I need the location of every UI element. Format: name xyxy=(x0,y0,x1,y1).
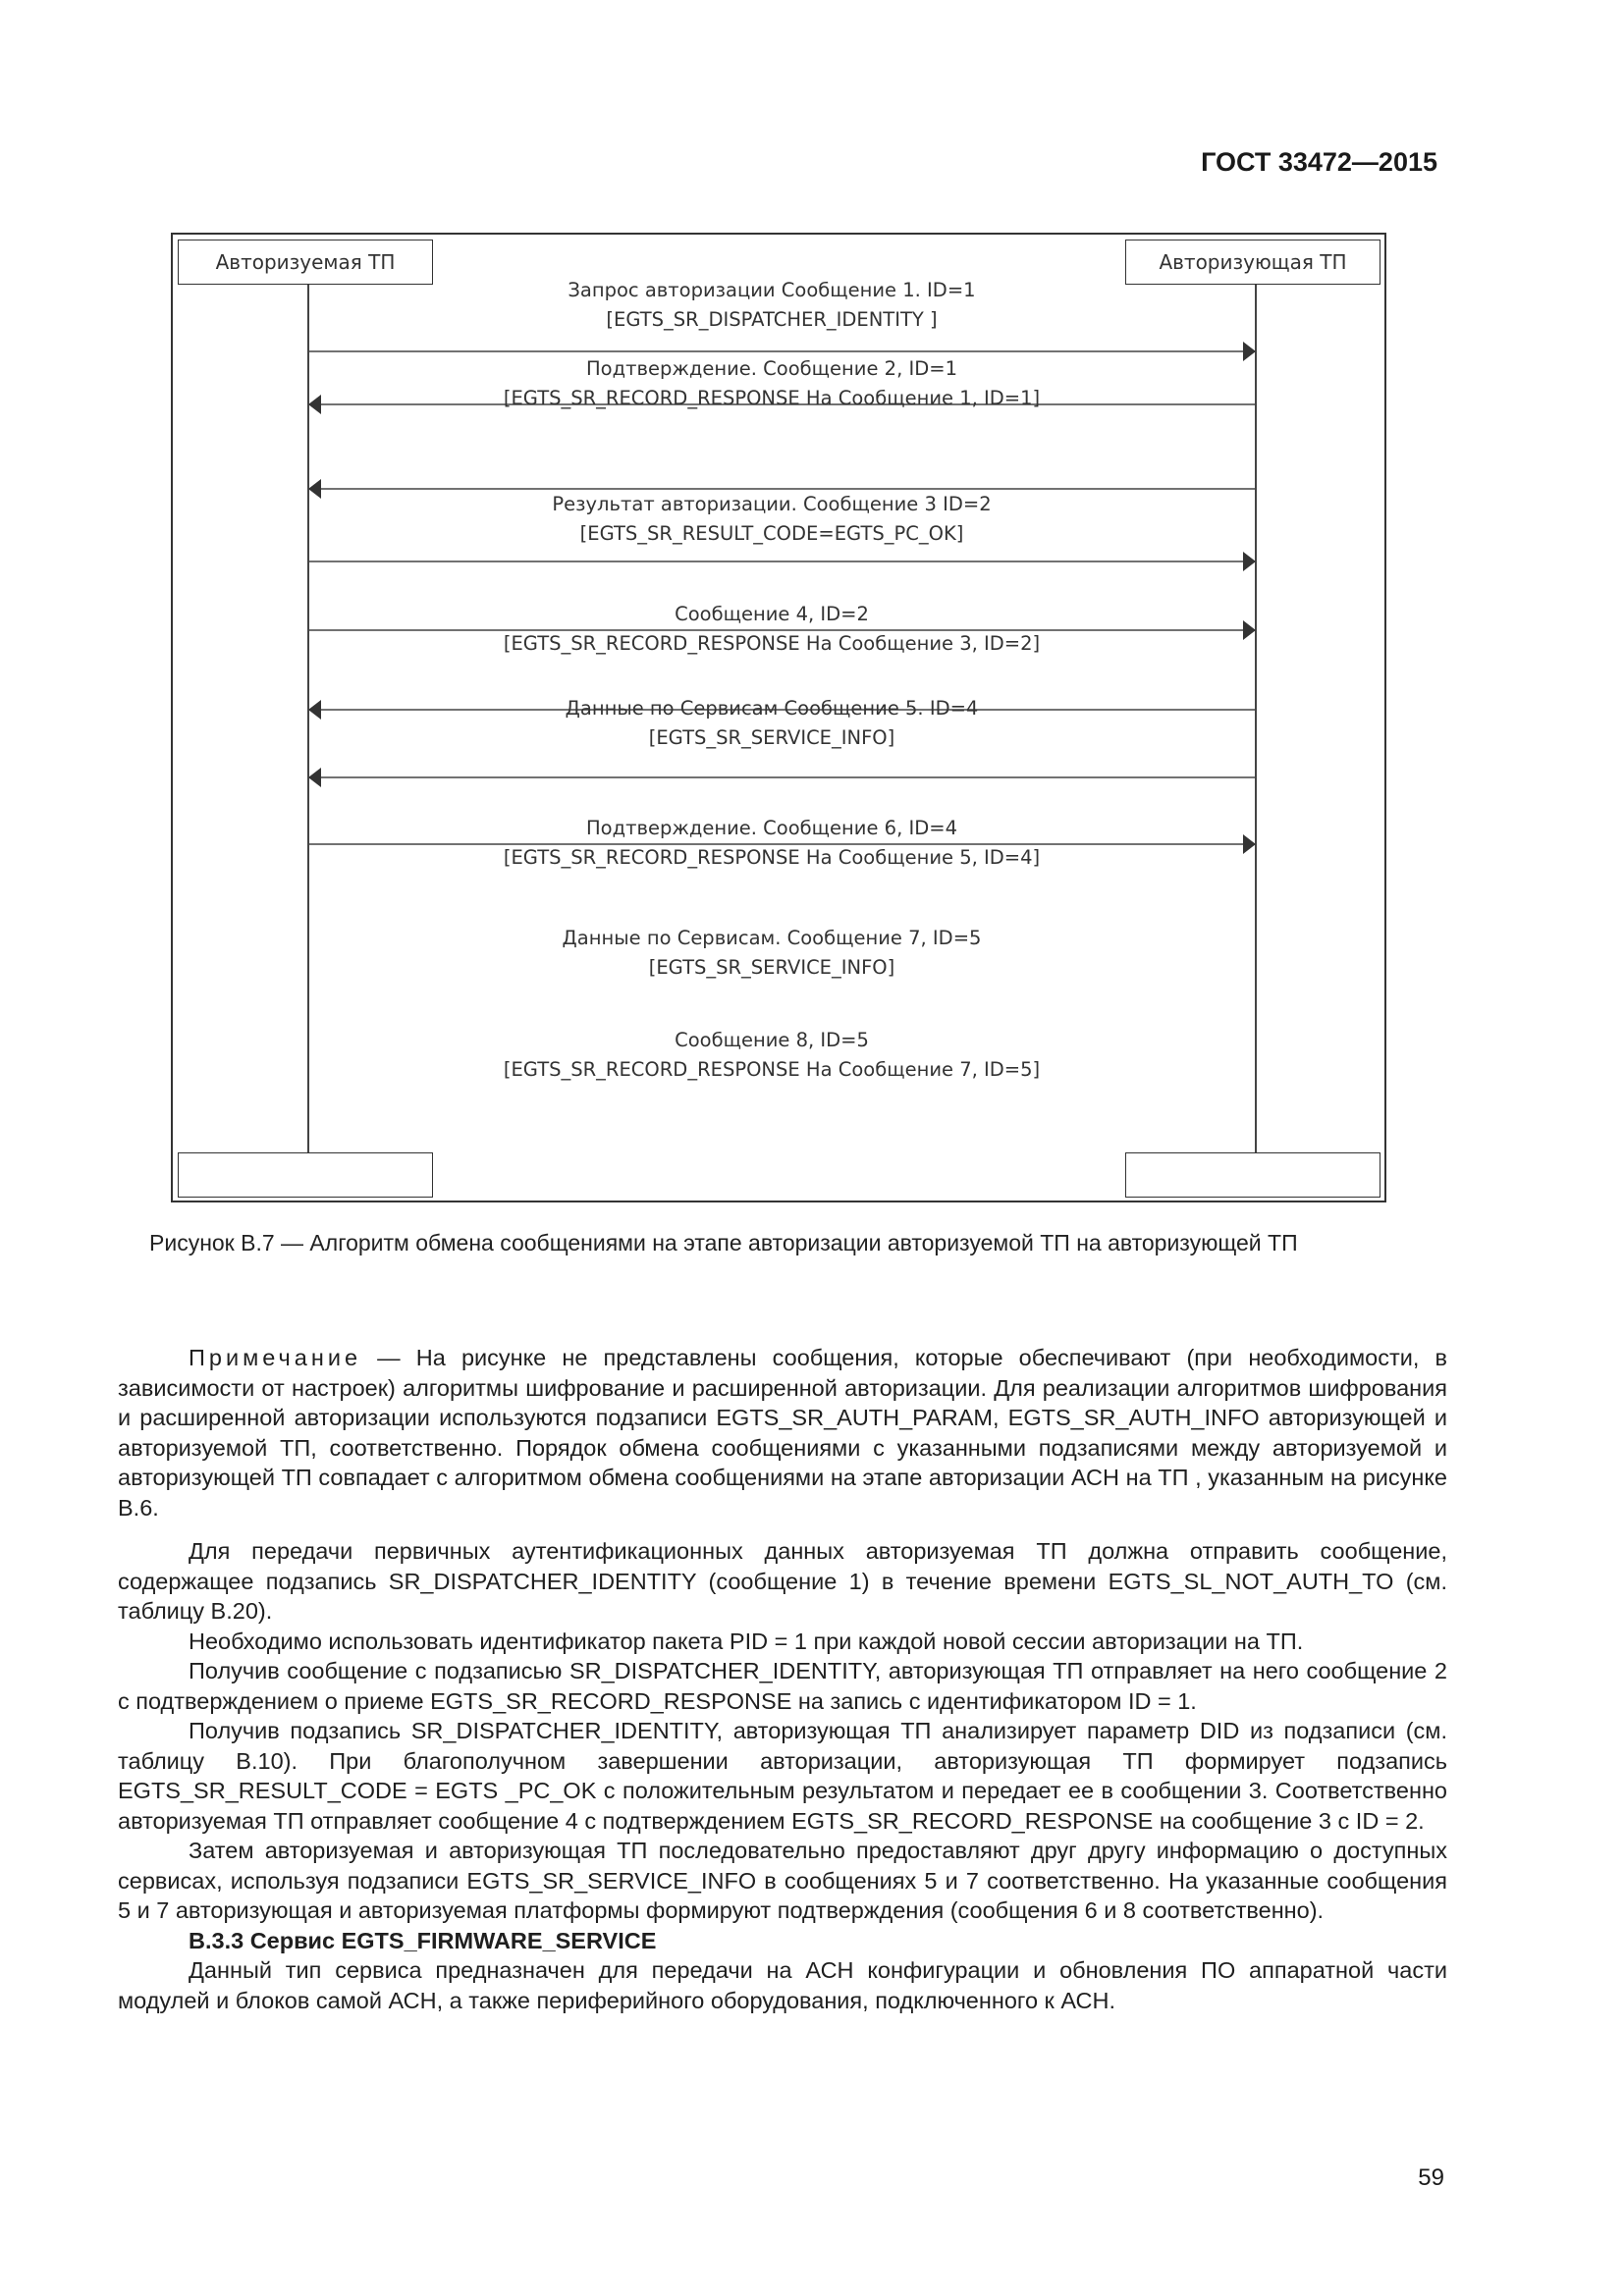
message-8-arrow-head xyxy=(1243,834,1256,854)
message-1-record: [EGTS_SR_DISPATCHER_IDENTITY ] xyxy=(606,308,938,331)
message-1-label xyxy=(300,276,1243,335)
message-1-arrow-head xyxy=(1243,342,1256,361)
sequence-diagram xyxy=(171,233,1386,1202)
left-actor-end-box xyxy=(178,1152,433,1198)
paragraph-4: Получив подзапись SR_DISPATCHER_IDENTITY, авторизующая ТП анализирует параметр DID из подзаписи (см. таблицу В.10). При благополучном завершении авторизации, авторизующая ТП формирует подзапись EGTS_SR_RESULT_CODE = EGTS _PC_OK с положительным результатом и передает ее в сообщении 3. Соответственно авторизуемая ТП отправляет сообщение 4 с подтверждением EGTS_SR_RECORD_RESPONSE на сообщение 3 с ID = 2. xyxy=(118,1718,1447,1834)
message-7-record: [EGTS_SR_SERVICE_INFO] xyxy=(648,956,895,979)
message-3-label xyxy=(300,490,1243,549)
message-5-arrow-head xyxy=(1243,620,1256,640)
message-2-title: Подтверждение. Сообщение 2, ID=1 xyxy=(586,357,957,380)
message-2-label xyxy=(300,354,1243,413)
paragraph-1: Для передачи первичных аутентификационных данных авторизуемая ТП должна отправить сообщение, содержащее подзапись SR_DISPATCHER_IDENTITY (сообщение 1) в течение времени EGTS_SL_NOT_AUTH_TO (см. таблицу В.20). xyxy=(118,1538,1447,1624)
figure-caption: Рисунок В.7 — Алгоритм обмена сообщениями на этапе авторизации авторизуемой ТП на авторизующей ТП xyxy=(149,1230,1298,1255)
message-2-record: [EGTS_SR_RECORD_RESPONSE На Сообщение 1, ID=1] xyxy=(503,387,1041,409)
message-3-record: [EGTS_SR_RESULT_CODE=EGTS_PC_OK] xyxy=(579,522,964,545)
message-5-record: [EGTS_SR_SERVICE_INFO] xyxy=(648,726,895,749)
message-8-label xyxy=(300,1026,1243,1085)
note-paragraph xyxy=(118,1343,1447,1522)
message-1-title: Запрос авторизации Сообщение 1. ID=1 xyxy=(568,279,976,301)
message-5-label xyxy=(300,694,1243,753)
note-label: Примечание xyxy=(189,1345,362,1370)
message-7-arrow-head xyxy=(308,768,321,787)
message-7-label xyxy=(300,924,1243,983)
message-8-title: Сообщение 8, ID=5 xyxy=(675,1029,869,1051)
message-7-title: Данные по Сервисам. Сообщение 7, ID=5 xyxy=(562,927,982,949)
right-actor-label: Авторизующая ТП xyxy=(1159,250,1347,274)
paragraph-5: Затем авторизуемая и авторизующая ТП последовательно предоставляют друг другу информацию о доступных сервисах, используя подзаписи EGTS_SR_SERVICE_INFO в сообщениях 5 и 7 соответственно. На указанные сообщения 5 и 7 авторизующая и авторизуемая платформы формируют подтверждения (сообщения 6 и 8 соответственно). xyxy=(118,1838,1447,1923)
paragraph-2: Необходимо использовать идентификатор пакета PID = 1 при каждой новой сессии авторизации на ТП. xyxy=(189,1628,1304,1654)
page-number: 59 xyxy=(1418,2164,1444,2191)
paragraph-3: Получив сообщение с подзаписью SR_DISPATCHER_IDENTITY, авторизующая ТП отправляет на него сообщение 2 с подтверждением о приеме EGTS_SR_RECORD_RESPONSE на запись с идентификатором ID = 1. xyxy=(118,1658,1447,1714)
message-4-arrow-head xyxy=(1243,552,1256,571)
message-8-record: [EGTS_SR_RECORD_RESPONSE На Сообщение 7, ID=5] xyxy=(503,1058,1041,1081)
document-code: ГОСТ 33472—2015 xyxy=(1201,147,1437,177)
note-text: — На рисунке не представлены сообщения, которые обеспечивают (при необходимости, в зависимости от настроек) алгоритмы шифрование и расширенной авторизации. Для реализации алгоритмов шифрования и расширенной авторизации используются подзаписи EGTS_SR_AUTH_PARAM, EGTS_SR_AUTH_INFO авторизующей и авторизуемой ТП, соответственно. Порядок обмена сообщениями с указанными подзаписями между авторизуемой и авторизующей ТП совпадает с алгоритмом обмена сообщениями на этапе авторизации АСН на ТП , указанным на рисунке В.6. xyxy=(118,1345,1447,1521)
message-5-title: Данные по Сервисам Сообщение 5. ID=4 xyxy=(565,697,979,720)
message-6-record: [EGTS_SR_RECORD_RESPONSE На Сообщение 5, ID=4] xyxy=(503,846,1041,869)
section-paragraph: Данный тип сервиса предназначен для передачи на АСН конфигурации и обновления ПО аппаратной части модулей и блоков самой АСН, а также периферийного оборудования, подключенного к АСН. xyxy=(118,1957,1447,2013)
section-heading: В.3.3 Сервис EGTS_FIRMWARE_SERVICE xyxy=(189,1927,657,1953)
right-actor-end-box xyxy=(1125,1152,1380,1198)
message-4-record: [EGTS_SR_RECORD_RESPONSE На Сообщение 3, ID=2] xyxy=(503,632,1041,655)
message-6-label xyxy=(300,814,1243,873)
message-4-title: Сообщение 4, ID=2 xyxy=(675,603,869,625)
left-actor-label: Авторизуемая ТП xyxy=(215,250,396,274)
body-text xyxy=(118,1343,1447,2015)
message-4-label xyxy=(300,600,1243,659)
message-6-title: Подтверждение. Сообщение 6, ID=4 xyxy=(586,817,957,839)
message-3-title: Результат авторизации. Сообщение 3 ID=2 xyxy=(552,493,992,515)
